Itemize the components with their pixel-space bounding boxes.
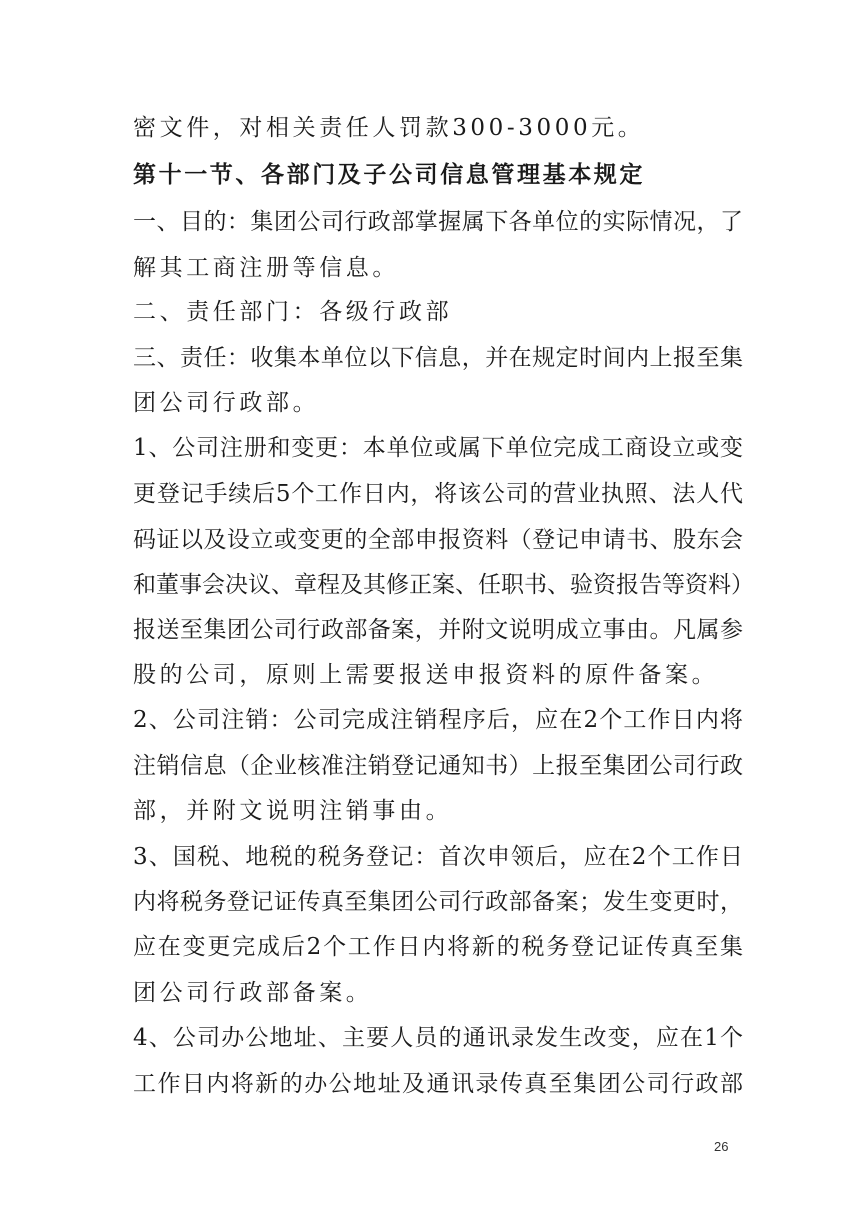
text-line-4: 解其工商注册等信息。 <box>133 255 399 281</box>
text-line-16: 部，并附文说明注销事由。 <box>133 798 453 824</box>
text-line-19: 应在变更完成后2个工作日内将新的税务登记证传真至集 <box>133 934 743 960</box>
text-line-14: 2、公司注销：公司完成注销程序后，应在2个工作日内将 <box>133 707 743 733</box>
text-line-21: 4、公司办公地址、主要人员的通讯录发生改变，应在1个 <box>133 1025 743 1051</box>
text-line-13: 股的公司，原则上需要报送申报资料的原件备案。 <box>133 662 719 688</box>
text-line-3: 一、目的：集团公司行政部掌握属下各单位的实际情况，了 <box>133 209 743 235</box>
page-number: 26 <box>714 1139 729 1154</box>
text-line-18: 内将税务登记证传真至集团公司行政部备案；发生变更时， <box>133 889 743 915</box>
text-line-5: 二、责任部门：各级行政部 <box>133 299 453 325</box>
text-line-10: 码证以及设立或变更的全部申报资料（登记申请书、股东会 <box>133 527 743 553</box>
text-line-17: 3、国税、地税的税务登记：首次申领后，应在2个工作日 <box>133 844 743 870</box>
text-line-9: 更登记手续后5个工作日内，将该公司的营业执照、法人代 <box>133 481 743 507</box>
text-line-22: 工作日内将新的办公地址及通讯录传真至集团公司行政部 <box>133 1071 743 1097</box>
text-line-20: 团公司行政部备案。 <box>133 980 373 1006</box>
text-line-7: 团公司行政部。 <box>133 390 320 416</box>
text-line-12: 报送至集团公司行政部备案，并附文说明成立事由。凡属参 <box>133 617 743 643</box>
section-heading: 第十一节、各部门及子公司信息管理基本规定 <box>133 161 645 188</box>
text-line-6: 三、责任：收集本单位以下信息，并在规定时间内上报至集 <box>133 345 743 371</box>
text-line-8: 1、公司注册和变更：本单位或属下单位完成工商设立或变 <box>133 435 743 461</box>
text-line-11: 和董事会决议、章程及其修正案、任职书、验资报告等资料） <box>133 572 754 598</box>
text-line-15: 注销信息（企业核准注销登记通知书）上报至集团公司行政 <box>133 753 743 779</box>
text-line-1: 密文件，对相关责任人罚款300-3000元。 <box>133 115 645 141</box>
